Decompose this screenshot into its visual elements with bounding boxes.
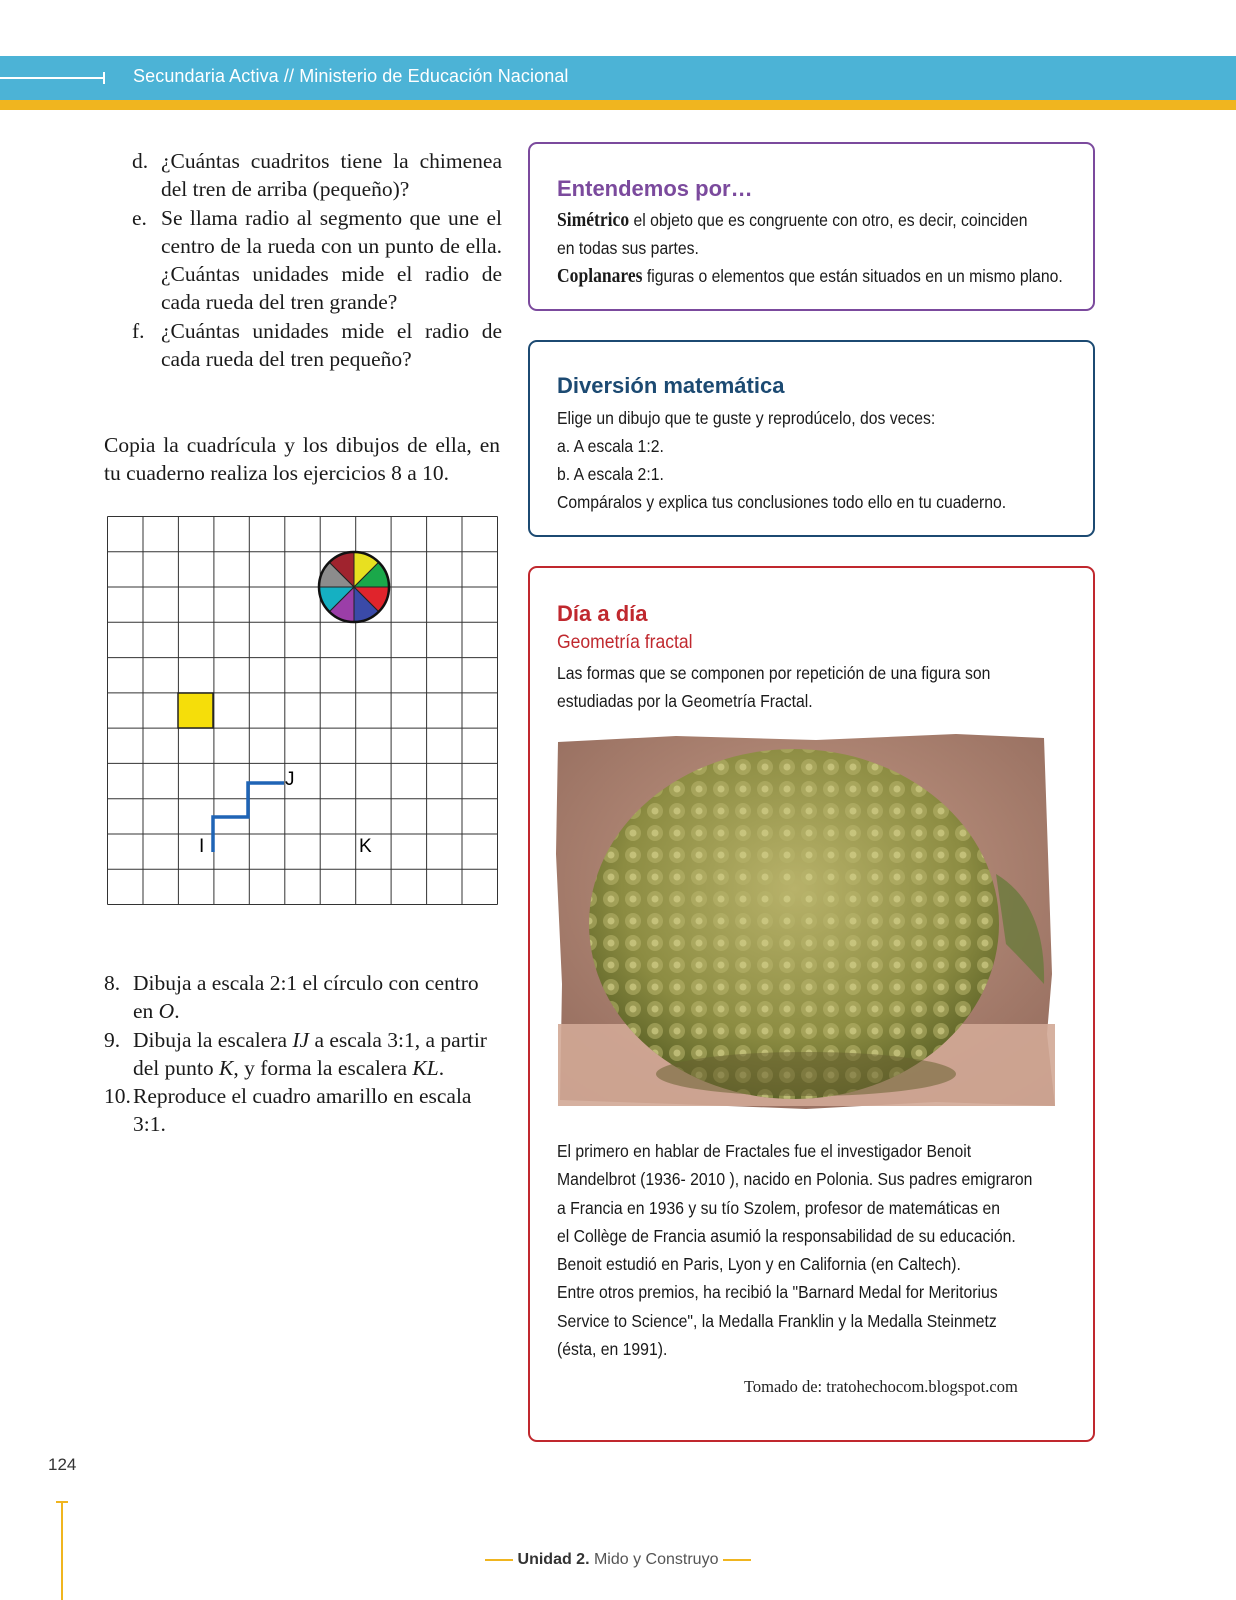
exercise-text-part: Dibuja a escala 2:1 el círculo con centro en [133,971,479,1024]
exercise-item [104,969,494,1026]
exercise-text-part: O [158,999,175,1024]
diversion-title: Diversión matemática [557,373,785,398]
question-item [132,204,502,317]
exercise-item [104,1026,494,1083]
exercise-text-part: K [219,1055,234,1080]
exercise-text [133,1026,494,1083]
label-k: K [359,836,372,857]
dia-body-line: Benoit estudió en Paris, Lyon y en California (en Caltech). [557,1254,961,1275]
question-item [132,147,502,204]
exercise-list [104,969,494,1139]
question-text: Se llama radio al segmento que une el centro de la rueda con un punto de ella. ¿Cuántas unidades mide el radio de cada rueda del tren grande? [161,205,502,315]
dia-intro-2: estudiadas por la Geometría Fractal. [557,691,813,711]
dia-body [557,1137,1085,1363]
exercise-text-part: . [438,1055,445,1080]
dia-body-line: Mandelbrot (1936- 2010 ), nacido en Polonia. Sus padres emigraron [557,1169,1033,1190]
label-j: J [285,769,295,790]
yellow-square [178,693,213,728]
romanesco-svg [556,734,1057,1116]
exercise-text-part: KL [412,1055,439,1080]
exercise-text-part: , y forma la escalera [233,1055,413,1080]
romanesco-texture [589,749,999,1099]
exercise-item [104,1082,494,1139]
grid-figure [107,516,498,905]
entendemos-def-1b: en todas sus partes. [557,238,699,258]
header-title: Secundaria Activa // Ministerio de Educación Nacional [133,66,569,86]
question-label: f. [132,318,145,343]
dia-subtitle: Geometría fractal [557,631,693,653]
diversion-box [528,340,1095,537]
entendemos-def-2 [557,262,1063,291]
term-simetrico: Simétrico [557,210,630,231]
exercise-label: 8. [104,971,121,995]
diversion-intro: Elige un dibujo que te guste y reprodúcelo, dos veces: [557,408,936,428]
romanesco-shadow [656,1052,956,1096]
entendemos-def-1 [557,206,1028,235]
footer-dash-right [723,1559,751,1561]
header-gold-stripe [0,100,1236,110]
romanesco-photo [556,734,1057,1116]
footer-title: Mido y Construyo [589,1551,719,1568]
question-label: d. [132,149,149,173]
exercise-text-part: IJ [292,1027,310,1052]
dia-source: Tomado de: tratohechocom.blogspot.com [744,1377,1018,1396]
exercise-label: 9. [104,1027,121,1052]
exercise-text-part: Dibuja la escalera [133,1027,293,1052]
dia-title: Día a día [557,601,648,626]
def-simetrico-a: el objeto que es congruente con otro, es decir, coinciden [629,210,1028,230]
dia-intro-1: Las formas que se componen por repetición de una figura son [557,663,991,683]
exercise-label: 10. [104,1084,131,1109]
copy-instruction: Copia la cuadrícula y los dibujos de ella, en tu cuaderno realiza los ejercicios 8 a 10. [104,433,500,486]
dia-body-line: Entre otros premios, ha recibió la "Barnard Medal for Meritorius [557,1282,998,1303]
dia-body-line: Service to Science", la Medalla Franklin y la Medalla Steinmetz [557,1310,997,1331]
grid-lines [108,517,498,905]
dia-body-line: a Francia en 1936 y su tío Szolem, profesor de matemáticas en [557,1197,1000,1218]
dia-body-line: El primero en hablar de Fractales fue el investigador Benoit [557,1141,972,1161]
exercise-text [133,969,494,1026]
stair-ij [213,783,284,852]
diversion-item-a: a. A escala 1:2. [557,436,664,456]
question-item [132,317,502,374]
dia-body-line: el Collège de Francia asumió la responsabilidad de su educación. [557,1225,1016,1246]
grid-svg [107,516,498,905]
entendemos-box [528,142,1095,311]
def-coplanares: figuras o elementos que están situados en un mismo plano. [642,266,1063,286]
header-rule-tick [103,72,105,84]
entendemos-title: Entendemos por… [557,176,753,201]
diversion-closing: Compáralos y explica tus conclusiones todo ello en tu cuaderno. [557,492,1007,512]
footer [0,1551,1236,1569]
exercise-text [133,1082,494,1139]
question-list [132,147,502,373]
exercise-text-part: . [174,999,180,1024]
exercise-text-part: a escala 3:1, a partir del punto [133,1027,487,1080]
dia-a-dia-box [528,566,1095,1442]
term-coplanares: Coplanares [557,266,643,287]
page-number: 124 [48,1455,77,1474]
footer-unit: Unidad 2. [517,1551,590,1568]
footer-dash-left [485,1559,513,1561]
header-rule [0,77,104,79]
question-label: e. [132,205,147,230]
question-text: ¿Cuántas unidades mide el radio de cada rueda del tren pequeño? [161,318,502,372]
exercise-text-part: Reproduce el cuadro amarillo en escala 3:1. [133,1084,472,1137]
question-text: ¿Cuántas cuadritos tiene la chimenea del tren de arriba (pequeño)? [161,149,502,202]
dia-body-line: (ésta, en 1991). [557,1339,668,1360]
label-i: I [199,836,205,857]
diversion-item-b: b. A escala 2:1. [557,464,664,484]
